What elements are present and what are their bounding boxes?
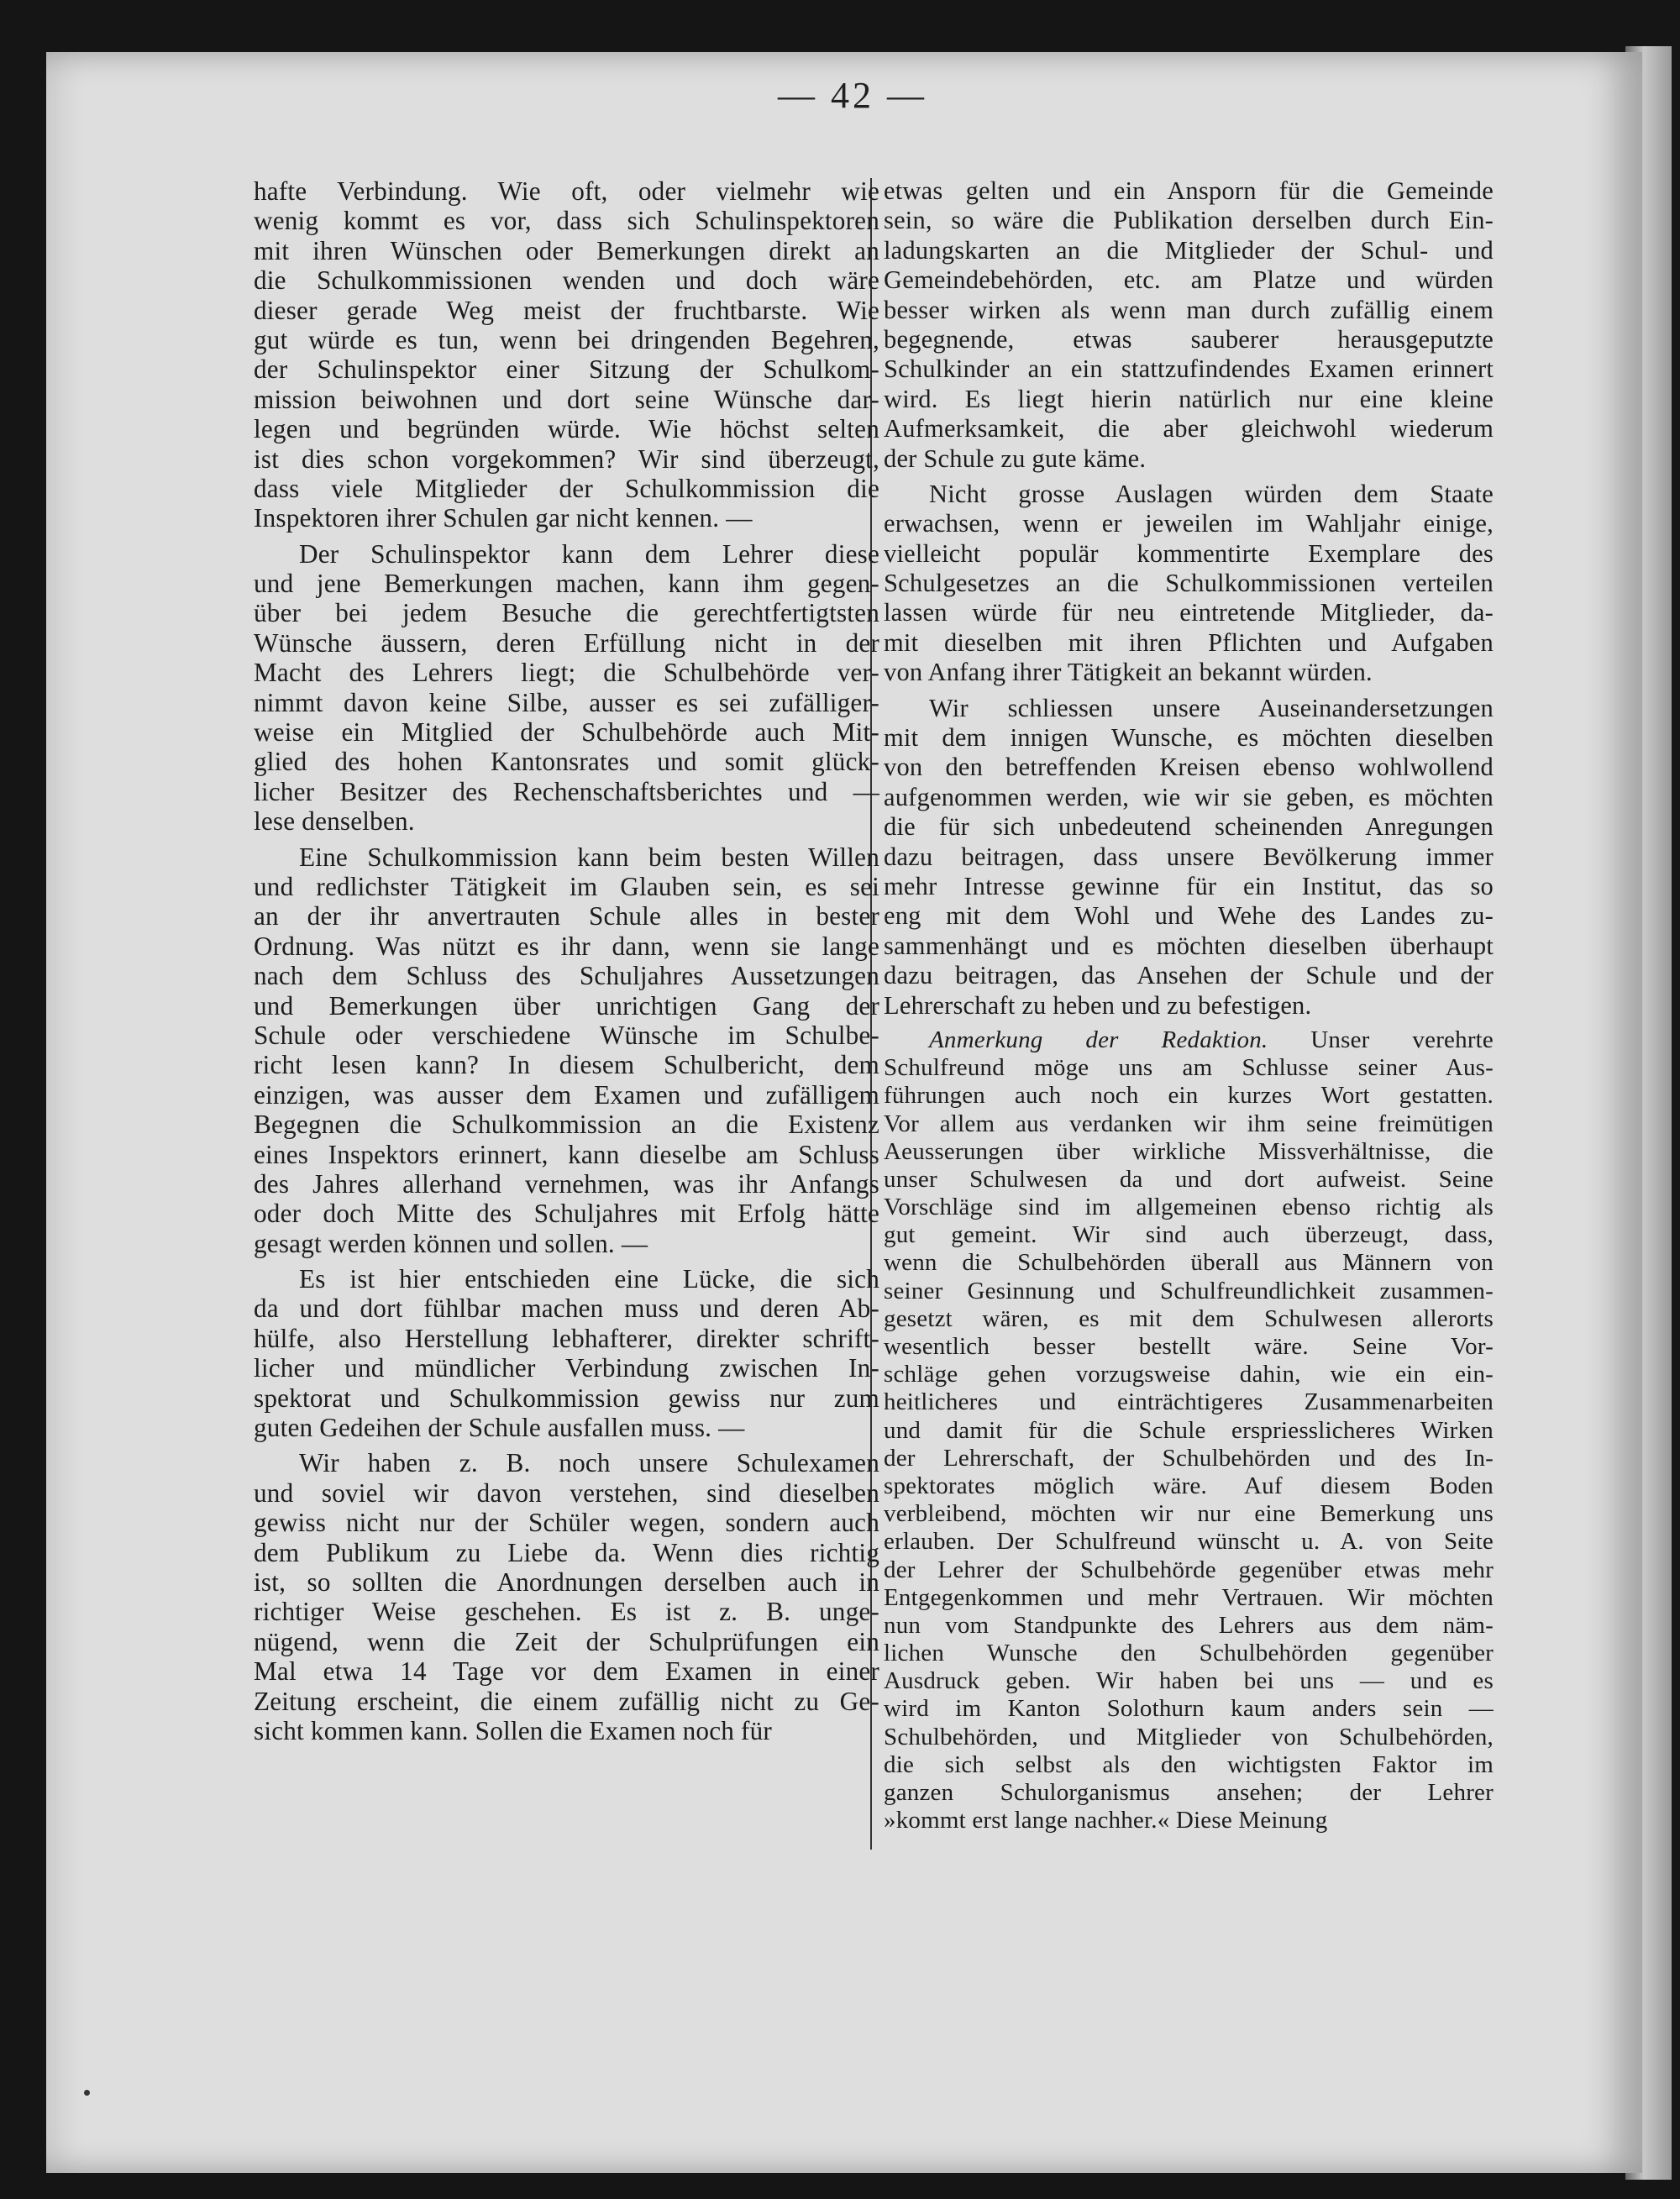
text-line: gewiss nicht nur der Schüler wegen, sondern auch <box>254 1508 879 1538</box>
text-line: ladungskarten an die Mitglieder der Schul- und <box>884 235 1494 265</box>
text-line: Ausdruck geben. Wir haben bei uns — und es <box>884 1667 1494 1695</box>
text-line: sicht kommen kann. Sollen die Examen noch für <box>254 1715 773 1745</box>
editor-note-heading: Anmerkung der Redaktion. <box>929 1026 1268 1053</box>
text-line: lese denselben. <box>254 806 415 837</box>
text-line: an der ihr anvertrauten Schule alles in bester <box>254 901 879 932</box>
text-line: wenig kommt es vor, dass sich Schulinspektoren <box>254 206 879 236</box>
text-line: legen und begründen würde. Wie höchst selten <box>254 414 879 444</box>
text-line: der Schulinspektor einer Sitzung der Schulkom- <box>254 354 879 385</box>
text-line: erlauben. Der Schulfreund wünscht u. A. von Seite <box>884 1528 1494 1556</box>
text-line: hülfe, also Herstellung lebhafterer, direkter schrift- <box>254 1323 879 1353</box>
paragraph <box>254 176 879 533</box>
text-line: mit dem innigen Wunsche, es möchten dieselben <box>884 723 1494 753</box>
text-line: Ordnung. Was nützt es ihr dann, wenn sie lange <box>254 931 879 961</box>
text-line: der Lehrerschaft, der Schulbehörden und des In- <box>884 1444 1494 1472</box>
text-line: Es ist hier entschieden eine Lücke, die sich <box>299 1264 879 1294</box>
page-speck <box>84 2090 90 2096</box>
text-line: Schulgesetzes an die Schulkommissionen verteilen <box>884 569 1494 598</box>
text-line: ganzen Schulorganismus ansehen; der Lehrer <box>884 1779 1494 1806</box>
text-line: verbleibend, möchten wir nur eine Bemerkung uns <box>884 1500 1494 1528</box>
text-line: der Schule zu gute käme. <box>884 443 1147 473</box>
paragraph <box>254 539 879 837</box>
text-line: wird im Kanton Solothurn kaum anders sein — <box>884 1695 1494 1723</box>
text-line: erwachsen, wenn er jeweilen im Wahljahr einige, <box>884 509 1494 538</box>
text-line: heitlicheres und einträchtigeres Zusammenarbeiten <box>884 1388 1494 1416</box>
text-line: Aeusserungen über wirkliche Missverhältnisse, die <box>884 1137 1494 1165</box>
text-line: begegnende, etwas sauberer herausgeputzte <box>884 324 1494 354</box>
text-line: einzigen, was ausser dem Examen und zufälligem <box>254 1079 879 1110</box>
text-line: da und dort fühlbar machen muss und deren Ab- <box>254 1294 879 1324</box>
text-line: licher Besitzer des Rechenschaftsberichtes und — <box>254 776 879 806</box>
right-column <box>884 176 1494 1840</box>
text-line: von den betreffenden Kreisen ebenso wohlwollend <box>884 753 1494 782</box>
text-line: dazu beitragen, dass unsere Bevölkerung immer <box>884 842 1494 871</box>
text-line: und jene Bemerkungen machen, kann ihm gegen- <box>254 569 879 599</box>
text-line: die für sich unbedeutend scheinenden Anregungen <box>884 812 1494 842</box>
text-line: Schulkinder an ein stattzufindendes Examen erinnert <box>884 354 1494 384</box>
text-line: die Schulkommissionen wenden und doch wäre <box>254 265 879 296</box>
text-line: guten Gedeihen der Schule ausfallen muss. — <box>254 1413 745 1443</box>
text-line: eng mit dem Wohl und Wehe des Landes zu- <box>884 901 1494 931</box>
text-line: führungen auch noch ein kurzes Wort gestatten. <box>884 1082 1494 1110</box>
text-line: nun vom Standpunkte des Lehrers aus dem näm- <box>884 1611 1494 1639</box>
page-number: — 42 — <box>778 75 927 116</box>
text-line: ist, so sollten die Anordnungen derselben auch in <box>254 1567 879 1597</box>
text-line: gut würde es tun, wenn bei dringenden Begehren, <box>254 324 879 354</box>
text-line: mit dieselben mit ihren Pflichten und Aufgaben <box>884 627 1494 657</box>
text-line: und Bemerkungen über unrichtigen Gang der <box>254 990 879 1021</box>
text-line: licher und mündlicher Verbindung zwischen In- <box>254 1353 879 1383</box>
text-line: spektorat und Schulkommission gewiss nur zum <box>254 1383 879 1413</box>
text-line: glied des hohen Kantonsrates und somit glück- <box>254 747 879 777</box>
text-line: Wir schliessen unsere Auseinandersetzungen <box>929 693 1494 722</box>
text-line: lassen würde für neu eintretende Mitglieder, da- <box>884 598 1494 627</box>
text-line: mission beiwohnen und dort seine Wünsche dar- <box>254 384 879 414</box>
text-line: Macht des Lehrers liegt; die Schulbehörde ver- <box>254 658 879 688</box>
text-line: dass viele Mitglieder der Schulkommission die <box>254 473 879 503</box>
paragraph <box>884 480 1494 688</box>
text-line: nügend, wenn die Zeit der Schulprüfungen ein <box>254 1626 879 1656</box>
text-line: nimmt davon keine Silbe, ausser es sei zufälliger- <box>254 687 879 717</box>
text-line: weise ein Mitglied der Schulbehörde auch Mit- <box>254 717 879 748</box>
text-line: aufgenommen werden, wie wir sie geben, es möchten <box>884 782 1494 811</box>
text-line: unser Schulwesen da und dort aufweist. Seine <box>884 1165 1494 1193</box>
text-line: seiner Gesinnung und Schulfreundlichkeit zusammen- <box>884 1277 1494 1304</box>
text-line: etwas gelten und ein Ansporn für die Gemeinde <box>884 176 1494 205</box>
text-line: Gemeindebehörden, etc. am Platze und würden <box>884 265 1494 295</box>
text-line: Vorschläge sind im allgemeinen ebenso richtig als <box>884 1194 1494 1221</box>
text-line: gesetzt wären, es mit dem Schulwesen allerorts <box>884 1304 1494 1332</box>
text-line: Wünsche äussern, deren Erfüllung nicht in der <box>254 627 879 658</box>
text-line: richtiger Weise geschehen. Es ist z. B. unge- <box>254 1597 879 1627</box>
text-line: lichen Wunsche den Schulbehörden gegenüber <box>884 1640 1494 1667</box>
paragraph <box>254 1448 879 1745</box>
text-line: besser wirken als wenn man durch zufällig einem <box>884 295 1494 324</box>
text-line: dem Publikum zu Liebe da. Wenn dies richtig <box>254 1537 879 1567</box>
text-line: »kommt erst lange nachher.« Diese Meinung <box>884 1807 1328 1834</box>
text-line: Begegnen die Schulkommission an die Existenz <box>254 1110 879 1140</box>
text-line: nach dem Schluss des Schuljahres Aussetzungen <box>254 961 879 991</box>
text-line: von Anfang ihrer Tätigkeit an bekannt würden. <box>884 658 1373 687</box>
text-line: hafte Verbindung. Wie oft, oder vielmehr wie <box>254 176 879 206</box>
paragraph <box>254 1264 879 1442</box>
text-line: gut gemeint. Wir sind auch überzeugt, dass, <box>884 1221 1494 1249</box>
text-line: dieser gerade Weg meist der fruchtbarste. Wie <box>254 295 879 325</box>
text-line: sammenhängt und es möchten dieselben überhaupt <box>884 931 1494 960</box>
text-line: vielleicht populär kommentirte Exemplare des <box>884 538 1494 568</box>
text-line: Schulbehörden, und Mitglieder von Schulbehörden, <box>884 1723 1494 1750</box>
editor-note-first-line: Unser verehrte <box>1310 1026 1494 1053</box>
text-line: die sich selbst als den wichtigsten Faktor im <box>884 1750 1494 1778</box>
text-line: richt lesen kann? In diesem Schulbericht, dem <box>254 1050 879 1080</box>
text-line: sein, so wäre die Publikation derselben durch Ein- <box>884 206 1494 235</box>
text-line: mehr Intresse gewinne für ein Institut, das so <box>884 871 1494 900</box>
text-line: Schulfreund möge uns am Schlusse seiner Aus- <box>884 1054 1494 1082</box>
text-line: Lehrerschaft zu heben und zu befestigen. <box>884 990 1312 1020</box>
text-line: wird. Es liegt hierin natürlich nur eine kleine <box>884 384 1494 413</box>
editor-note <box>884 1026 1494 1834</box>
text-line <box>884 1026 1494 1054</box>
text-line: Der Schulinspektor kann dem Lehrer diese <box>299 538 879 569</box>
text-line: Schule oder verschiedene Wünsche im Schulbe- <box>254 1020 879 1050</box>
text-line: wesentlich besser bestellt wäre. Seine Vor- <box>884 1333 1494 1360</box>
text-line: des Jahres allerhand vernehmen, was ihr Anfangs <box>254 1168 879 1199</box>
text-line: spektorates möglich wäre. Auf diesem Boden <box>884 1472 1494 1499</box>
text-line: ist dies schon vorgekommen? Wir sind überzeugt, <box>254 443 879 474</box>
text-line: Entgegenkommen und mehr Vertrauen. Wir möchten <box>884 1583 1494 1611</box>
text-line: Vor allem aus verdanken wir ihm seine freimütigen <box>884 1110 1494 1137</box>
left-column <box>254 176 879 1751</box>
text-line: Inspektoren ihrer Schulen gar nicht kennen. — <box>254 503 753 533</box>
text-line: dazu beitragen, das Ansehen der Schule und der <box>884 961 1494 990</box>
text-line: der Lehrer der Schulbehörde gegenüber etwas mehr <box>884 1556 1494 1583</box>
text-line: Zeitung erscheint, die einem zufällig nicht zu Ge- <box>254 1686 879 1716</box>
text-line: Eine Schulkommission kann beim besten Willen <box>299 842 879 872</box>
text-line: und redlichster Tätigkeit im Glauben sein, es sei <box>254 871 879 901</box>
text-line: eines Inspektors erinnert, kann dieselbe am Schluss <box>254 1139 879 1169</box>
text-line: Wir haben z. B. noch unsere Schulexamen <box>299 1448 879 1478</box>
text-line: Mal etwa 14 Tage vor dem Examen in einer <box>254 1656 879 1687</box>
text-line: mit ihren Wünschen oder Bemerkungen direkt an <box>254 235 879 265</box>
text-line: über bei jedem Besuche die gerechtfertigtsten <box>254 598 879 628</box>
paragraph <box>884 694 1494 1021</box>
paragraph <box>254 842 879 1258</box>
paragraph <box>884 176 1494 474</box>
text-line: schläge gehen vorzugsweise dahin, wie ein ein- <box>884 1361 1494 1388</box>
text-line: und damit für die Schule erspriesslicheres Wirken <box>884 1416 1494 1444</box>
text-line: und soviel wir davon verstehen, sind dieselben <box>254 1477 879 1508</box>
text-line: Nicht grosse Auslagen würden dem Staate <box>929 479 1494 508</box>
text-line: gesagt werden können und sollen. — <box>254 1228 648 1258</box>
text-line: Aufmerksamkeit, die aber gleichwohl wiederum <box>884 414 1494 443</box>
text-line: oder doch Mitte des Schuljahres mit Erfolg hätte <box>254 1199 879 1229</box>
text-line: wenn die Schulbehörden überall aus Männern von <box>884 1249 1494 1277</box>
